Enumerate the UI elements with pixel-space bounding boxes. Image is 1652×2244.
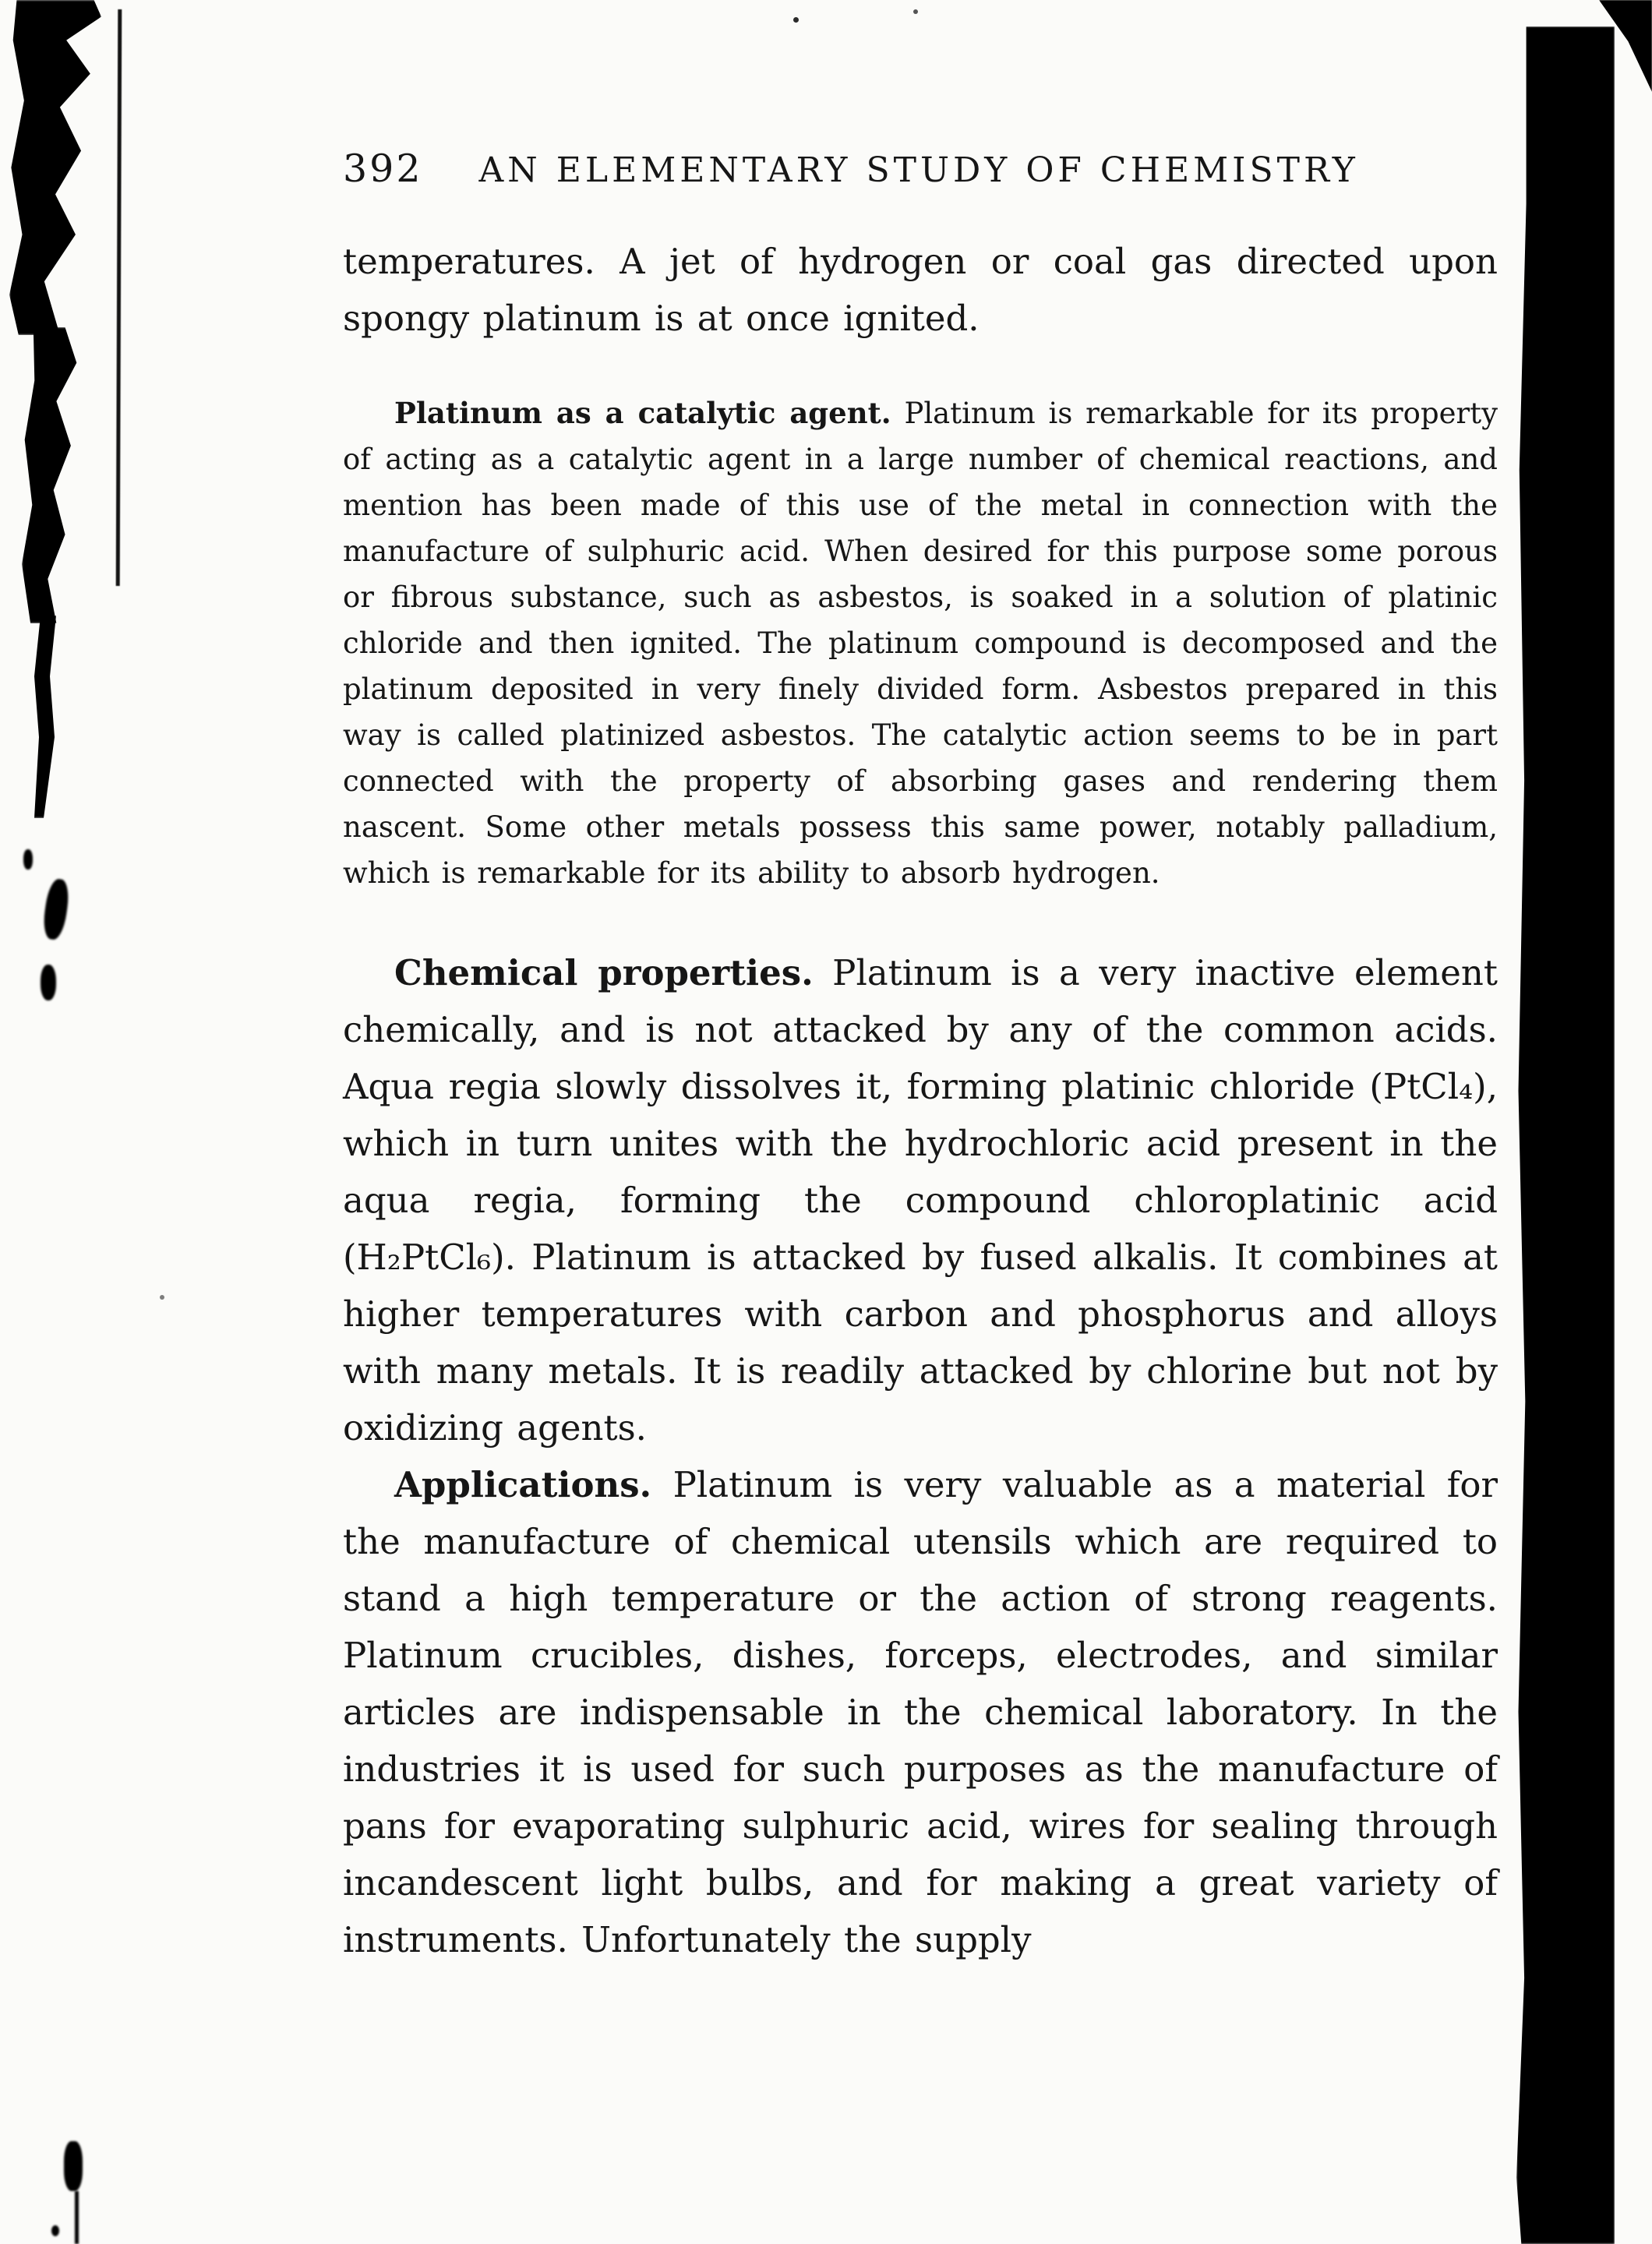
scan-artifact-bottom xyxy=(51,2225,59,2236)
paragraph-text: Platinum is a very inactive element chemically, and is not attacked by any of the common acids. Aqua regia slowly dissolves it, forming platinic chloride (PtCl₄), which in turn unites with the hydrochloric acid present in the aqua regia, forming the compound chloroplatinic acid (H₂PtCl₆). Platinum is attacked by fused alkalis. It combines at higher temperatures with carbon and phosphorus and alloys with many metals. It is readily attacked by chlorine but not by oxidizing agents. xyxy=(343,952,1498,1448)
scan-artifact-blotch xyxy=(23,849,33,870)
scan-speck xyxy=(913,9,918,14)
paragraph-catalytic-agent xyxy=(343,390,1498,896)
paragraph-lead: Platinum as a catalytic agent. xyxy=(394,396,891,430)
running-title: AN ELEMENTARY STUDY OF CHEMISTRY xyxy=(478,150,1359,190)
intro-paragraph: temperatures. A jet of hydrogen or coal gas directed upon spongy platinum is at once ignited. xyxy=(343,241,1498,339)
scan-artifact-left-middle xyxy=(22,327,79,623)
paragraph-applications xyxy=(343,1456,1498,1968)
paragraph-text: Platinum is very valuable as a material for the manufacture of chemical utensils which are required to stand a high temperature or the action of strong reagents. Platinum crucibles, dishes, forceps, electrodes, and similar articles are indispensable in the chemical laboratory. In the industries it is used for such purposes as the manufacture of pans for evaporating sulphuric acid, wires for sealing through incandescent light bulbs, and for making a great variety of instruments. Unfortunately the supply xyxy=(343,1464,1498,1960)
paragraph-lead: Applications. xyxy=(394,1464,652,1505)
scan-speck xyxy=(793,17,799,23)
scan-artifact-blotch xyxy=(41,877,72,940)
paragraph-text: Platinum is remarkable for its property of acting as a catalytic agent in a large number of chemical reactions, and mention has been made of this use of the metal in connection with the manufacture of sulphuric acid. When desired for this purpose some porous or fibrous substance, such as asbestos, is soaked in a solution of platinic chloride and then ignited. The platinum compound is decomposed and the platinum deposited in very finely divided form. Asbestos prepared in this way is called platinized asbestos. The catalytic action seems to be in part connected with the property of absorbing gases and rendering them nascent. Some other metals possess this same power, notably palladium, which is remarkable for its ability to absorb hydrogen. xyxy=(343,397,1498,890)
scan-artifact-left-lower xyxy=(31,616,62,818)
scan-speck xyxy=(160,1295,164,1300)
scan-artifact-vertical-line xyxy=(116,9,122,586)
paragraph-lead: Chemical properties. xyxy=(394,952,814,993)
page-text-block xyxy=(343,146,1498,1968)
scan-artifact-right-bar xyxy=(1516,26,1615,2244)
scan-artifact-blotch xyxy=(41,965,56,1000)
paragraph-chemical-properties xyxy=(343,944,1498,1456)
scan-artifact-bottom xyxy=(64,2141,83,2191)
scan-artifact-left-top xyxy=(9,0,101,335)
running-head xyxy=(343,146,1498,191)
scan-artifact-bottom xyxy=(75,2191,79,2244)
page-number: 392 xyxy=(343,146,423,191)
